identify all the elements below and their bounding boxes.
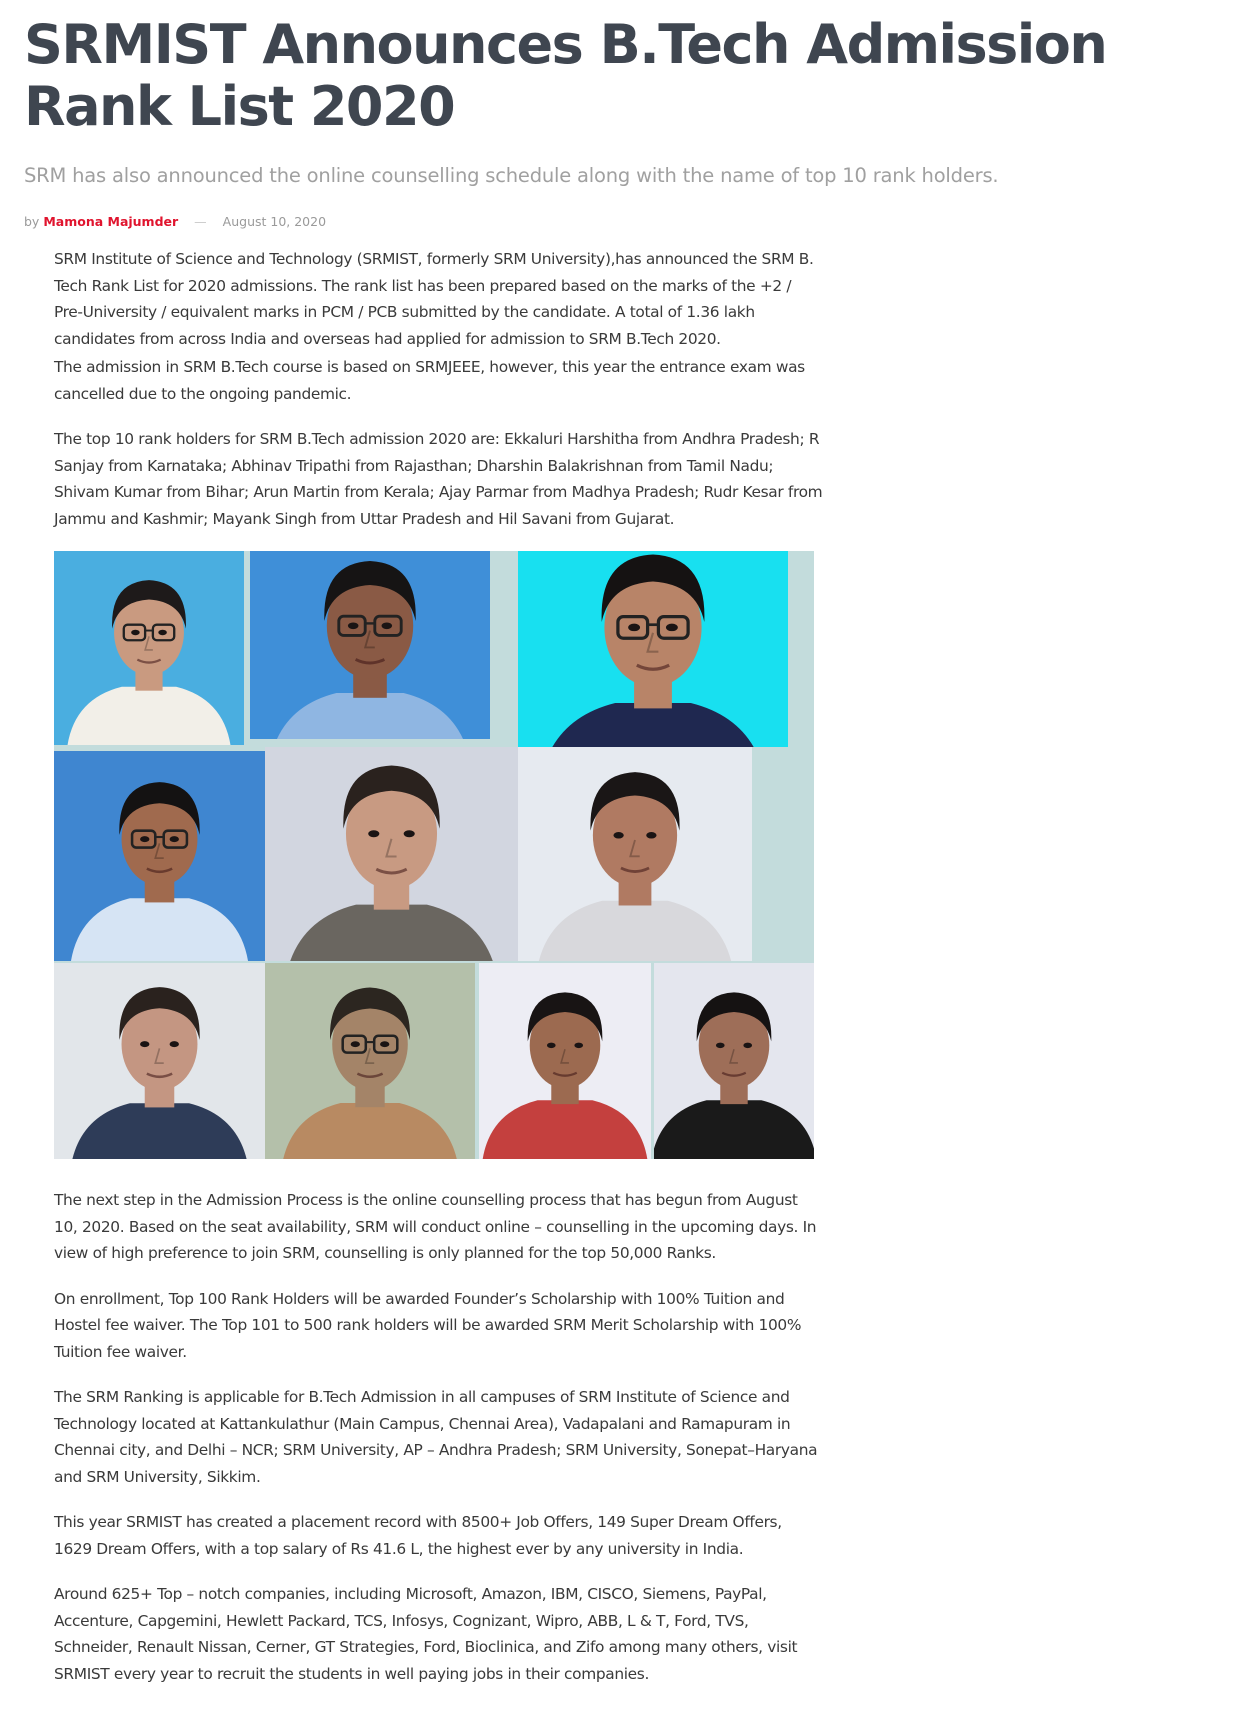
rank-holder-photo [54,551,244,745]
article-paragraph: SRM Institute of Science and Technology (SRMIST, formerly SRM University),has announced the SRM B. Tech Rank List for 2020 admissions. The rank list has been prepared based on the marks of the +2 / Pre-University / equivalent marks in PCM / PCB submitted by the candidate. A total of 1.36 lakh candidates from across India and overseas had applied for admission to SRM B.Tech 2020. [54,250,814,348]
rank-holder-photo [518,551,788,747]
article-paragraph: Around 625+ Top – notch companies, including Microsoft, Amazon, IBM, CISCO, Siemens, PayPal, Accenture, Capgemini, Hewlett Packard, TCS, Infosys, Cognizant, Wipro, ABB, L & T, Ford, TVS, Schneider, Renault Nissan, Cerner, GT Strategies, Ford, Bioclinica, and Zifo among many others, visit SRMIST every year to recruit the students in well paying jobs in their companies. [54,1585,798,1683]
article-meta [24,213,326,231]
rank-holder-photo [479,963,651,1159]
rank-holder-photo [54,963,265,1159]
rank-holders-photo-collage [54,551,814,1159]
portrait-illustration [54,551,244,745]
portrait-illustration [479,963,651,1159]
article-paragraph: This year SRMIST has created a placement record with 8500+ Job Offers, 149 Super Dream Offers, 1629 Dream Offers, with a top salary of Rs 41.6 L, the highest ever by any university in India. [54,1513,782,1558]
portrait-illustration [265,963,475,1159]
article-paragraph: The admission in SRM B.Tech course is based on SRMJEEE, however, this year the entrance exam was cancelled due to the ongoing pandemic. [54,358,805,403]
article-paragraph: The next step in the Admission Process is the online counselling process that has begun from August 10, 2020. Based on the seat availability, SRM will conduct online – counselling in the upcoming days. In view of high preference to join SRM, counselling is only planned for the top 50,000 Ranks. [54,1191,817,1262]
rank-holder-photo [265,963,475,1159]
portrait-illustration [54,751,265,961]
meta-separator: — [194,214,207,229]
portrait-illustration [518,747,752,961]
author-link[interactable]: Mamona Majumder [43,214,179,229]
article-paragraph: On enrollment, Top 100 Rank Holders will be awarded Founder’s Scholarship with 100% Tuition and Hostel fee waiver. The Top 101 to 500 rank holders will be awarded SRM Merit Scholarship with 100% Tuition fee waiver. [54,1289,802,1361]
portrait-illustration [654,963,814,1159]
rank-holder-photo [54,751,265,961]
article-subtitle: SRM has also announced the online counselling schedule along with the name of top 10 rank holders. [24,164,999,187]
portrait-illustration [518,551,788,747]
publish-date: August 10, 2020 [222,214,327,229]
rank-holder-photo [654,963,814,1159]
article-paragraph: The SRM Ranking is applicable for B.Tech Admission in all campuses of SRM Institute of Science and Technology located at Kattankulathur (Main Campus, Chennai Area), Vadapalani and Ramapuram in Chennai city, and Delhi – NCR; SRM University, AP – Andhra Pradesh; SRM University, Sonepat–Haryana and SRM University, Sikkim. [54,1388,818,1486]
article-body [54,246,824,1706]
rank-holder-photo [518,747,752,961]
portrait-illustration [250,551,490,739]
article-paragraph: The top 10 rank holders for SRM B.Tech admission 2020 are: Ekkaluri Harshitha from Andhra Pradesh; R Sanjay from Karnataka; Abhinav Tripathi from Rajasthan; Dharshin Balakrishnan from Tamil Nadu; Shivam Kumar from Bihar; Arun Martin from Kerala; Ajay Parmar from Madhya Pradesh; Rudr Kesar from Jammu and Kashmir; Mayank Singh from Uttar Pradesh and Hil Savani from Gujarat. [54,430,823,528]
rank-holder-photo [265,747,518,961]
portrait-illustration [265,747,518,961]
byline-prefix: by [24,214,40,229]
article-title: SRMIST Announces B.Tech Admission Rank List 2020 [24,13,1107,138]
rank-holder-photo [250,551,490,739]
portrait-illustration [54,963,265,1159]
